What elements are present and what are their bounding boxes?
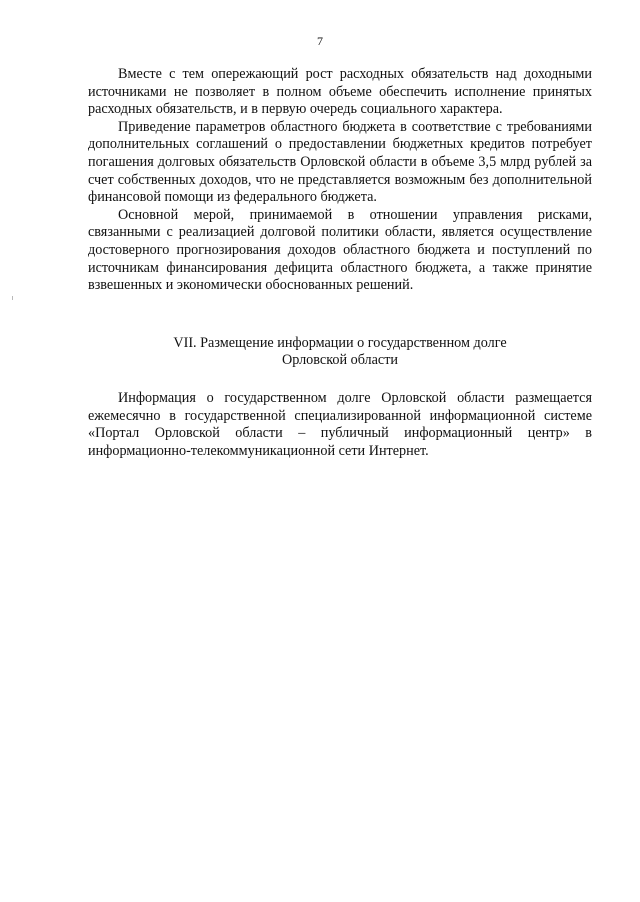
document-body [88, 66, 592, 460]
paragraph-budget-parameters: Приведение параметров областного бюджета в соответствие с требованиями дополнительных соглашений о предоставлении бюджетных кредитов потребует погашения долговых обязательств Орловской области в объеме 3,5 млрд рублей за счет собственных доходов, что не представляется возможным без дополнительной финансовой помощи из федерального бюджета. [88, 118, 592, 206]
section-heading-line-2: Орловской области [281, 352, 399, 369]
section-heading-line-1: VII. Размещение информации о государственном долге [173, 334, 507, 351]
page-number: 7 [317, 34, 323, 48]
paragraph-debt-information: Информация о государственном долге Орловской области размещается ежемесячно в государственной специализированной информационной системе «Портал Орловской области – публичный информационный центр» в информационно-телекоммуникационной сети Интернет. [88, 389, 592, 459]
paragraph-risk-management: Основной мерой, принимаемой в отношении управления рисками, связанными с реализацией долговой политики области, является осуществление достоверного прогнозирования доходов областного бюджета и поступлений по источникам финансирования дефицита областного бюджета, а также принятие взвешенных и экономически обоснованных решений. [88, 206, 592, 294]
section-heading [88, 335, 592, 370]
scan-margin-mark [12, 296, 13, 300]
paragraph-expenditure-growth: Вместе с тем опережающий рост расходных обязательств над доходными источниками не позволяет в полном объеме обеспечить исполнение принятых расходных обязательств, и в первую очередь социального характера. [88, 66, 592, 118]
